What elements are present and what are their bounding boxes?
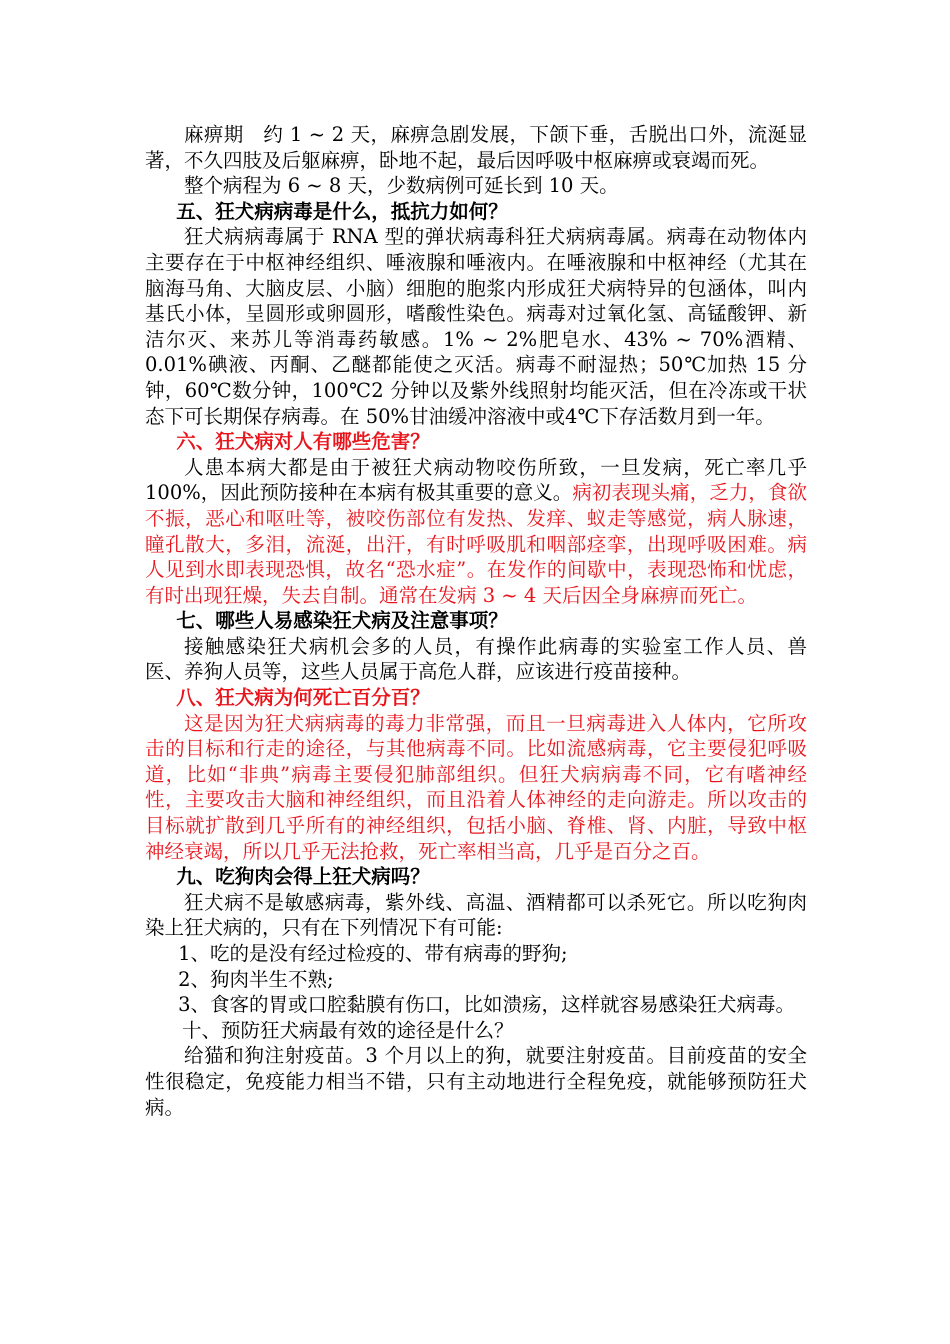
heading-section-9: 九、吃狗肉会得上狂犬病吗？ — [176, 865, 430, 889]
heading-section-8: 八、狂犬病为何死亡百分百？ — [176, 686, 430, 710]
document-page — [145, 122, 807, 1120]
paragraph-section-9: 狂犬病不是敏感病毒，紫外线、高温、酒精都可以杀死它。所以吃狗肉染上狂犬病的，只有在下列情况下有可能: — [145, 890, 807, 940]
paragraph-section-8: 这是因为狂犬病病毒的毒力非常强，而且一旦病毒进入人体内，它所攻击的目标和行走的途径，与其他病毒不同。比如流感病毒，它主要侵犯呼吸道，比如“非典”病毒主要侵犯肺部组织。但狂犬病病毒不同，它有嗜神经性，主要攻击大脑和神经组织，而且沿着人体神经的走向游走。所以攻击的目标就扩散到几乎所有的神经组织，包括小脑、脊椎、肾、内脏，导致中枢神经衰竭，所以几乎无法抢救，死亡率相当高，几乎是百分之百。 — [145, 711, 807, 863]
heading-section-5: 五、狂犬病病毒是什么，抵抗力如何？ — [176, 199, 508, 223]
heading-section-10: 十、预防狂犬病最有效的途径是什么？ — [182, 1018, 514, 1042]
paragraph-paralysis-stage: 麻痹期 约 1 ~ 2 天，麻痹急剧发展，下颌下垂，舌脱出口外，流涎显著，不久四肢及后躯麻痹，卧地不起，最后因呼吸中枢麻痹或衰竭而死。 — [145, 123, 807, 172]
paragraph-disease-course: 整个病程为 6 ~ 8 天，少数病例可延长到 10 天。 — [184, 174, 619, 198]
paragraph-section-6 — [145, 455, 807, 609]
list-item-1: 1、吃的是没有经过检疫的、带有病毒的野狗; — [178, 942, 568, 965]
list-item-3: 3、食客的胃或口腔黏膜有伤口，比如溃疡，这样就容易感染狂犬病毒。 — [178, 993, 796, 1017]
paragraph-section-10: 给猫和狗注射疫苗。3 个月以上的狗，就要注射疫苗。目前疫苗的安全性很稳定，免疫能力相当不错，只有主动地进行全程免疫，就能够预防狂犬病。 — [145, 1044, 807, 1119]
section-6-text: 人患本病大都是由于被狂犬病动物咬伤所致，一旦发病，死亡率几乎 100%，因此预防接种在本病有极其重要的意义。 — [145, 455, 807, 505]
section-6-symptoms: 病初表现头痛，乏力，食欲不振，恶心和呕吐等，被咬伤部位有发热、发痒、蚁走等感觉，病人脉速，瞳孔散大，多泪，流涎，出汗，有时呼吸肌和咽部痉挛，出现呼吸困难。病人见到水即表现恐惧，故名“恐水症”。在发作的间歇中，表现恐怖和忧虑，有时出现狂燥，失去自制。通常在发病 3 ~ 4 天后因全身麻痹而死亡。 — [145, 481, 807, 607]
heading-section-6: 六、狂犬病对人有哪些危害？ — [176, 430, 430, 454]
list-item-2: 2、狗肉半生不熟; — [178, 967, 334, 991]
paragraph-section-5: 狂犬病病毒属于 RNA 型的弹状病毒科狂犬病病毒属。病毒在动物体内主要存在于中枢神经组织、唾液腺和唾液内。在唾液腺和中枢神经（尤其在脑海马角、大脑皮层、小脑）细胞的胞浆内形成狂犬病特异的包涵体，叫内基氏小体，呈圆形或卵圆形，嗜酸性染色。病毒对过氧化氢、高锰酸钾、新洁尔灭、来苏儿等消毒药敏感。1% ~ 2%肥皂水、43% ~ 70%酒精、0.01%碘液、丙酮、乙醚都能使之灭活。病毒不耐湿热；50℃加热 15 分钟，60℃数分钟，100℃2 分钟以及紫外线照射均能灭活，但在冷冻或干状态下可长期保存病毒。在 50%甘油缓冲溶液中或4℃下存活数月到一年。 — [145, 225, 807, 428]
paragraph-section-7: 接触感染狂犬病机会多的人员，有操作此病毒的实验室工作人员、兽医、养狗人员等，这些人员属于高危人群，应该进行疫苗接种。 — [145, 634, 807, 684]
heading-section-7: 七、哪些人易感染狂犬病及注意事项？ — [176, 609, 508, 633]
